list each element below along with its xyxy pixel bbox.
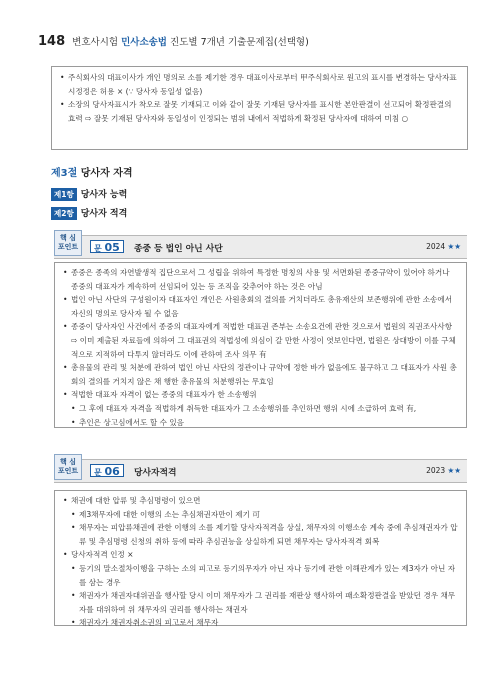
sub-list-item: • 제3채무자에 대한 이행의 소는 추심채권자만이 제기 可 xyxy=(63,508,458,522)
question-body xyxy=(54,262,467,428)
star-rating: ★★ xyxy=(447,466,461,475)
summary-list xyxy=(60,71,459,125)
subsection-title: 당사자 적격 xyxy=(80,209,128,219)
question-number: 06 xyxy=(104,465,120,478)
header-suffix: 진도별 7개년 기출문제집(선택형) xyxy=(170,37,309,48)
question-number-badge xyxy=(90,240,124,253)
subsection-heading xyxy=(51,187,127,201)
question-number: 05 xyxy=(104,241,120,254)
core-point-header xyxy=(54,459,467,483)
question-list xyxy=(63,494,458,630)
question-number-badge xyxy=(90,464,124,477)
summary-box xyxy=(51,66,468,150)
list-item: • 당사자적격 인정 × xyxy=(63,548,458,562)
section-heading xyxy=(51,164,133,179)
sub-list-item: • 채권자가 채권자취소권의 피고로서 채무자 xyxy=(63,616,458,630)
section-title: 당사자 자격 xyxy=(80,168,133,179)
page-header xyxy=(38,34,309,49)
subsection-heading xyxy=(51,206,127,220)
list-item: • 종중은 종족의 자연발생적 집단으로서 그 성립을 위하여 특정한 명칭의 사용 및 서면화된 종중규약이 있어야 하거나 종중의 대표자가 계속하여 선임되어 있는 등 조직을 갖추어야 하는 것은 아님 xyxy=(63,266,458,293)
question-prefix: 문 xyxy=(94,468,102,477)
list-item: • 법인 아닌 사단의 구성원이자 대표자인 개인은 사원총회의 결의를 거치더라도 총유재산의 보존행위에 관한 소송에서 자신의 명의로 당사자 될 수 없음 xyxy=(63,293,458,320)
star-rating: ★★ xyxy=(447,242,461,251)
question-year xyxy=(426,466,461,475)
sub-list-item: • 채권자가 채권자대위권을 행사할 당시 이미 채무자가 그 권리를 재판상 행사하여 패소확정판결을 받았던 경우 채무자를 대위하여 위 채무자의 권리를 행사하는 채권자 xyxy=(63,589,458,616)
core-point-label: 핵 심 포인트 xyxy=(54,454,82,480)
question-body xyxy=(54,490,467,626)
header-prefix: 변호사시험 xyxy=(72,37,119,48)
core-point-header xyxy=(54,235,467,259)
question-list xyxy=(63,266,458,429)
subsection-tag: 제2항 xyxy=(51,207,77,220)
sub-list-item: • 추인은 상고심에서도 할 수 있음 xyxy=(63,416,458,430)
sub-list-item: • 채무자는 피압류채권에 관한 이행의 소를 제기할 당사자적격을 상실, 채무자의 이행소송 계속 중에 추심채권자가 압류 및 추심명령 신청의 취하 등에 따라 추심권능을 상실하게 되면 채무자는 당사자적격 회복 xyxy=(63,521,458,548)
list-item: • 적법한 대표자 자격이 없는 종중의 대표자가 한 소송행위 xyxy=(63,388,458,402)
question-title: 당사자적격 xyxy=(134,468,177,478)
year-text: 2024 xyxy=(426,242,446,251)
sub-list-item: • 그 후에 대표자 자격을 적법하게 취득한 대표자가 그 소송행위를 추인하면 행위 시에 소급하여 효력 有, xyxy=(63,402,458,416)
list-item: • 총유물의 관리 및 처분에 관하여 법인 아닌 사단의 정관이나 규약에 정한 바가 없음에도 불구하고 그 대표자가 사원 총회의 결의를 거치지 않은 채 행한 총유물의 처분행위는 무효임 xyxy=(63,361,458,388)
question-title: 종중 등 법인 아닌 사단 xyxy=(134,244,223,254)
section-number: 제3절 xyxy=(51,168,78,179)
page-number: 148 xyxy=(38,34,66,49)
list-item: • 주식회사의 대표이사가 개인 명의로 소를 제기한 경우 대표이사로부터 甲주식회사로 원고의 표시를 변경하는 당사자표시정정은 허용 × (∵ 당사자 동일성 없음) xyxy=(60,71,459,98)
question-prefix: 문 xyxy=(94,244,102,253)
subsection-tag: 제1항 xyxy=(51,188,77,201)
list-item: • 종중이 당사자인 사건에서 종중의 대표자에게 적법한 대표권 존부는 소송요건에 관한 것으로서 법원의 직권조사사항 ⇨ 이미 제출된 자료들에 의하여 그 대표권의 적법성에 의심이 갈 만한 사정이 엿보인다면, 법원은 상대방이 이를 구체적으로 지적하여 다투지 않더라도 이에 관하여 조사 의무 有 xyxy=(63,320,458,361)
core-point-label: 핵 심 포인트 xyxy=(54,230,82,256)
question-year xyxy=(426,242,461,251)
subsection-title: 당사자 능력 xyxy=(80,190,128,200)
year-text: 2023 xyxy=(426,466,446,475)
sub-list-item: • 등기의 말소절차이행을 구하는 소의 피고로 등기의무자가 아닌 자나 등기에 관한 이해관계가 있는 제3자가 아닌 자를 삼는 경우 xyxy=(63,562,458,589)
list-item: • 소장의 당사자표시가 착오로 잘못 기재되고 이와 같이 잘못 기재된 당사자를 표시한 본안판결이 선고되어 확정판결의 효력 ⇨ 잘못 기재된 당사자와 동일성이 인정되는 범위 내에서 적법하게 확정된 당사자에 대하여 미침 ○ xyxy=(60,98,459,125)
list-item: • 채권에 대한 압류 및 추심명령이 있으면 xyxy=(63,494,458,508)
header-subject: 민사소송법 xyxy=(121,37,167,48)
